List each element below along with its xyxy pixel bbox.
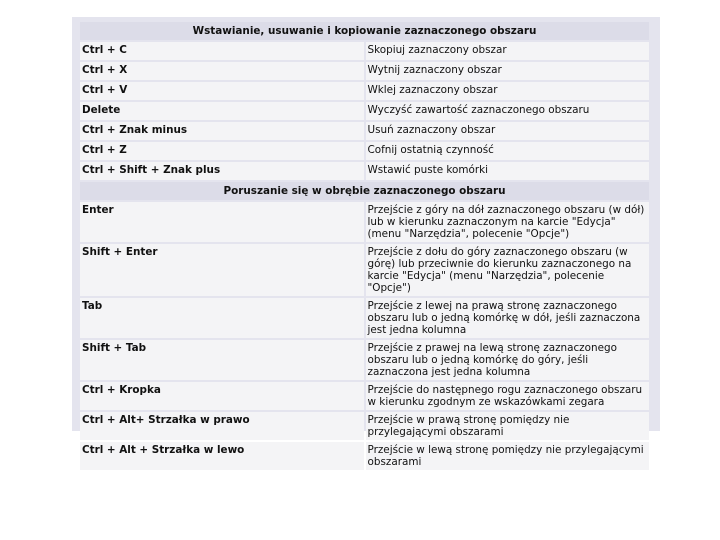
table-row — [80, 442, 649, 470]
shortcut-key: Ctrl + C — [80, 42, 364, 60]
shortcut-description: Przejście z lewej na prawą stronę zaznaczonego obszaru lub o jedną komórkę w dół, jeśli zaznaczona jest jedna kolumna — [366, 298, 650, 338]
shortcut-description: Cofnij ostatnią czynność — [366, 142, 650, 160]
shortcut-key: Enter — [80, 202, 364, 242]
table-row — [80, 298, 649, 338]
shortcut-description: Przejście z dołu do góry zaznaczonego obszaru (w górę) lub przeciwnie do kierunku zaznaczonego na karcie "Edycja" (menu "Narzędzia", polecenie "Opcje") — [366, 244, 650, 296]
shortcut-description: Usuń zaznaczony obszar — [366, 122, 650, 140]
table-row — [80, 412, 649, 440]
section-title-insert-delete-copy: Wstawianie, usuwanie i kopiowanie zaznaczonego obszaru — [80, 22, 649, 40]
shortcut-key: Shift + Tab — [80, 340, 364, 380]
shortcut-key: Ctrl + Kropka — [80, 382, 364, 410]
table-row — [80, 340, 649, 380]
shortcut-key: Tab — [80, 298, 364, 338]
shortcut-description: Przejście w lewą stronę pomiędzy nie przylegającymi obszarami — [366, 442, 650, 470]
shortcut-key: Ctrl + Z — [80, 142, 364, 160]
shortcut-description: Przejście z góry na dół zaznaczonego obszaru (w dół) lub w kierunku zaznaczonym na karcie "Edycja" (menu "Narzędzia", polecenie "Opcje") — [366, 202, 650, 242]
table-row — [80, 102, 649, 120]
table-row — [80, 122, 649, 140]
shortcut-description: Przejście z prawej na lewą stronę zaznaczonego obszaru lub o jedną komórkę do góry, jeśli zaznaczona jest jedna kolumna — [366, 340, 650, 380]
shortcut-description: Przejście do następnego rogu zaznaczonego obszaru w kierunku zgodnym ze wskazówkami zegara — [366, 382, 650, 410]
section-header — [80, 182, 649, 200]
table-row — [80, 244, 649, 296]
shortcut-key: Ctrl + V — [80, 82, 364, 100]
shortcut-key: Ctrl + Shift + Znak plus — [80, 162, 364, 180]
shortcut-key: Ctrl + X — [80, 62, 364, 80]
shortcut-key: Ctrl + Alt+ Strzałka w prawo — [80, 412, 364, 440]
table-row — [80, 62, 649, 80]
section-header — [80, 22, 649, 40]
shortcuts-panel — [72, 17, 660, 468]
table-row — [80, 142, 649, 160]
table-row — [80, 42, 649, 60]
shortcut-description: Przejście w prawą stronę pomiędzy nie przylegającymi obszarami — [366, 412, 650, 440]
table-row — [80, 82, 649, 100]
shortcut-description: Skopiuj zaznaczony obszar — [366, 42, 650, 60]
shortcut-description: Wklej zaznaczony obszar — [366, 82, 650, 100]
table-row — [80, 382, 649, 410]
shortcut-key: Delete — [80, 102, 364, 120]
table-row — [80, 202, 649, 242]
table-row — [80, 162, 649, 180]
shortcut-description: Wstawić puste komórki — [366, 162, 650, 180]
shortcut-description: Wytnij zaznaczony obszar — [366, 62, 650, 80]
shortcut-key: Ctrl + Alt + Strzałka w lewo — [80, 442, 364, 470]
shortcut-key: Ctrl + Znak minus — [80, 122, 364, 140]
section-title-move-within-selection: Poruszanie się w obrębie zaznaczonego obszaru — [80, 182, 649, 200]
shortcut-description: Wyczyść zawartość zaznaczonego obszaru — [366, 102, 650, 120]
shortcut-key: Shift + Enter — [80, 244, 364, 296]
shortcuts-table — [78, 20, 651, 472]
